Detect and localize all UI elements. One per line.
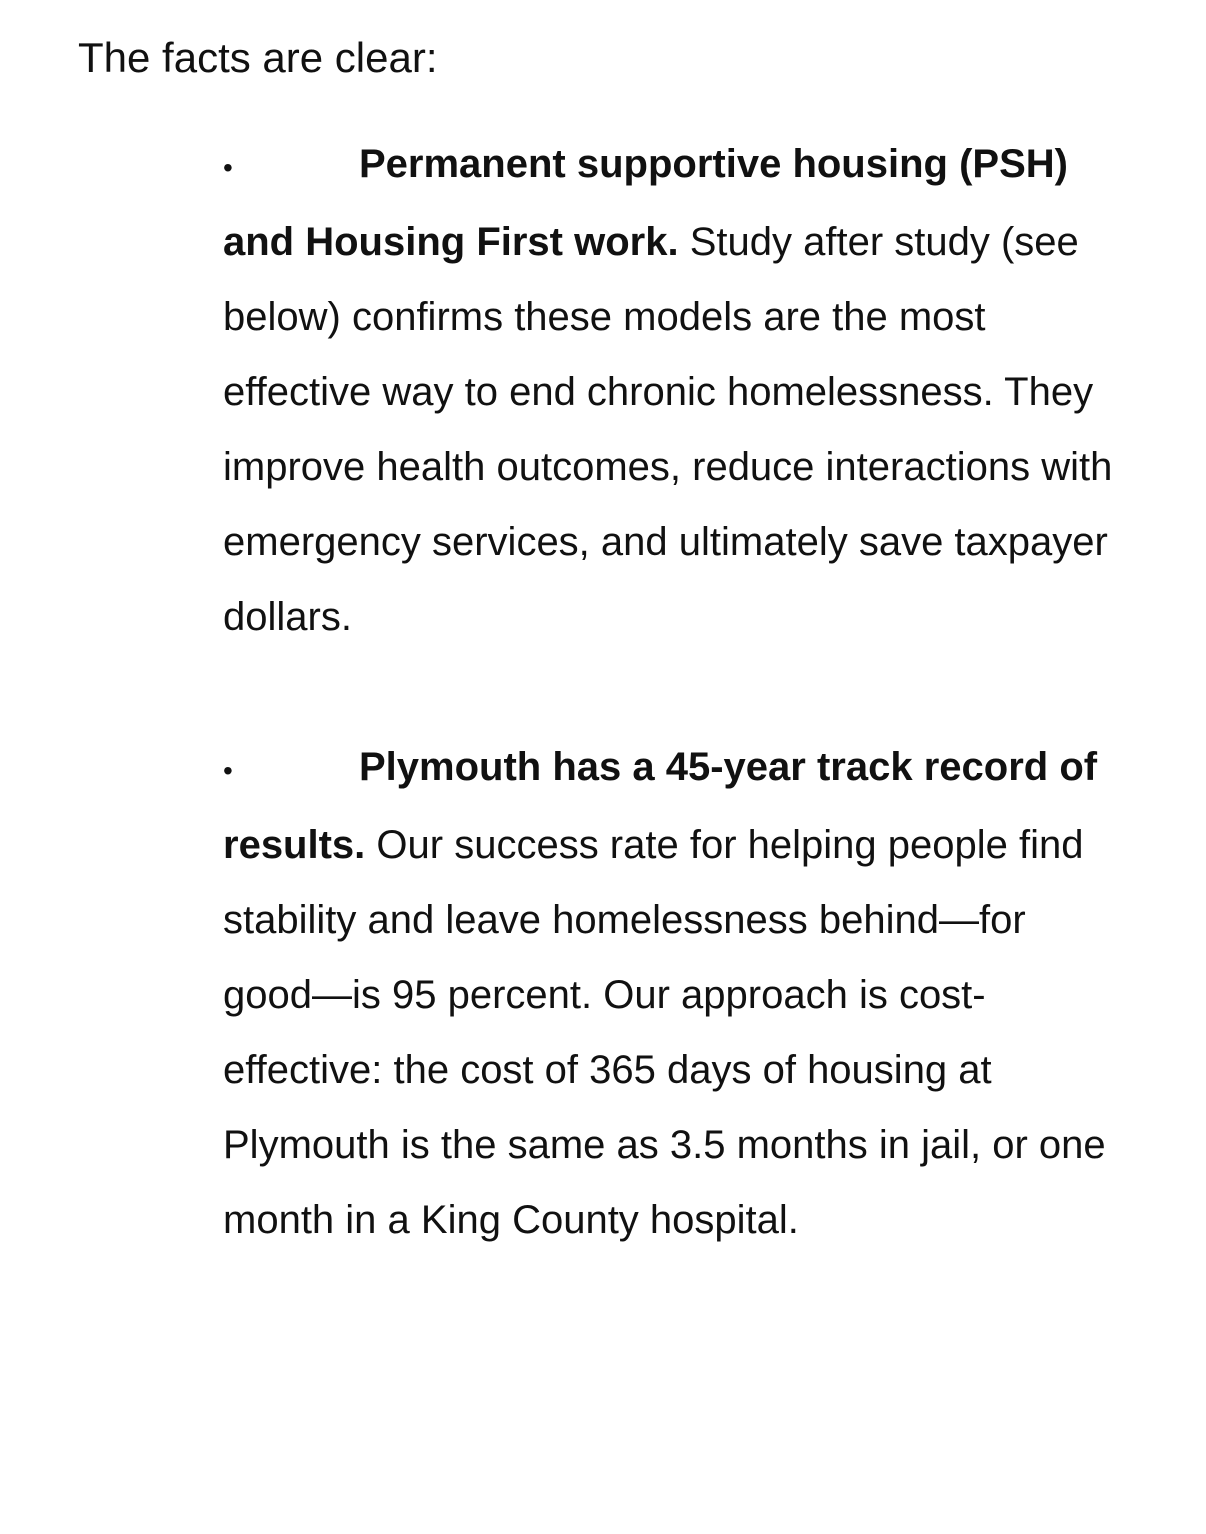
list-item-plymouth [223,730,1123,1258]
item-lead-text: Permanent supportive housing (PSH) and Housing First work. [223,142,1068,264]
item-lead-text: Plymouth has a 45-year track record of results. [223,745,1098,867]
bullet-icon: • [223,755,233,786]
intro-text: The facts are clear: [78,34,438,81]
item-body-text: Study after study (see below) confirms these models are the most effective way to end chronic homelessness. They improve health outcomes, reduce interactions with emergency services, and ultimately save taxpayer dollars. [223,220,1113,639]
item-body-text: Our success rate for helping people find stability and leave homelessness behind—for good—is 95 percent. Our approach is cost-effective: the cost of 365 days of housing at Plymouth is the same as 3.5 months in jail, or one month in a King County hospital. [223,823,1106,1242]
bullet-icon: • [223,152,233,183]
list-item-psh [223,127,1123,655]
facts-list [223,127,1123,1258]
